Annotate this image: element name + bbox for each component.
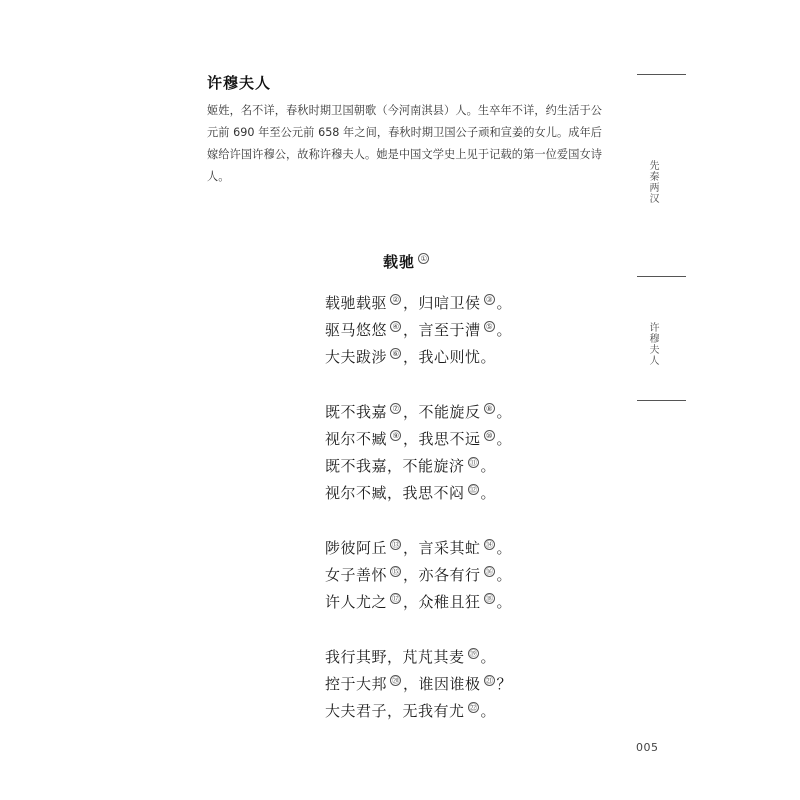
sidebar-section-label: 先秦两汉 <box>647 160 658 204</box>
poem-text: 。 <box>496 321 513 339</box>
poem-text: ，归唁卫侯 <box>403 294 481 312</box>
poem-text: 载驰载驱 <box>325 294 388 312</box>
poem-text: ，言至于漕 <box>403 321 481 339</box>
footnote-marker[interactable]: ⑤ <box>484 321 495 332</box>
footnote-marker[interactable]: ⑲ <box>469 649 477 658</box>
poem-text: 视尔不臧 <box>325 430 388 448</box>
poem-text: 大夫跋涉 <box>325 348 388 366</box>
footnote-marker[interactable]: ⑪ <box>469 458 477 467</box>
page-number: 005 <box>636 741 659 754</box>
poem-text: 我行其野，芃芃其麦 <box>325 648 465 666</box>
sidebar-rule-top <box>637 74 686 75</box>
footnote-marker[interactable]: ⑮ <box>392 567 400 576</box>
poem-text: 。 <box>496 566 513 584</box>
footnote-marker[interactable]: ⑫ <box>469 485 477 494</box>
poem-title <box>0 251 800 272</box>
footnote-marker[interactable]: ㉒ <box>469 703 477 712</box>
footnote-marker[interactable]: ⑦ <box>390 403 401 414</box>
poem-text: ，言采其虻 <box>403 539 481 557</box>
poem-text: 。 <box>480 457 497 475</box>
footnote-marker[interactable]: ⑰ <box>392 594 400 603</box>
poem-text: ，不能旋反 <box>403 403 481 421</box>
footnote-marker[interactable]: ⑳ <box>392 676 400 685</box>
poem-text: 。 <box>480 702 497 720</box>
poem-line <box>325 317 512 344</box>
poem-text: 控于大邦 <box>325 675 388 693</box>
poem-text: 视尔不臧，我思不闷 <box>325 484 465 502</box>
sidebar-rule-bottom <box>637 400 686 401</box>
poem-line <box>325 698 512 725</box>
footnote-marker[interactable]: ⑯ <box>485 567 493 576</box>
poem-text: 。 <box>496 403 513 421</box>
poem-text: 既不我嘉 <box>325 403 388 421</box>
poem-text: 既不我嘉，不能旋济 <box>325 457 465 475</box>
footnote-marker[interactable]: ③ <box>484 294 495 305</box>
poem-line <box>325 399 512 426</box>
sidebar-author-label: 许穆夫人 <box>647 322 658 366</box>
poem-line <box>325 426 512 453</box>
poem-text: 女子善怀 <box>325 566 388 584</box>
poem-line <box>325 453 512 480</box>
poem-text: 大夫君子，无我有尤 <box>325 702 465 720</box>
poem-text: 。 <box>480 484 497 502</box>
poem-text: ？ <box>496 675 513 693</box>
poem-text: ，众稚且狂 <box>403 593 481 611</box>
poem-line <box>325 562 512 589</box>
poem-text: ，我思不远 <box>403 430 481 448</box>
poem-text: 。 <box>496 593 513 611</box>
poem-line <box>325 480 512 507</box>
poem-line <box>325 535 512 562</box>
poem-title-text: 载驰 <box>382 253 415 271</box>
footnote-marker[interactable]: ⑨ <box>390 430 401 441</box>
poem-line <box>325 644 512 671</box>
stanza-gap <box>325 371 512 399</box>
poem-line <box>325 671 512 698</box>
footnote-marker[interactable]: ⑥ <box>390 348 401 359</box>
poem-line <box>325 344 512 371</box>
footnote-marker[interactable]: ⑱ <box>485 594 493 603</box>
footnote-marker[interactable]: ⑭ <box>485 540 493 549</box>
sidebar-rule-middle <box>637 276 686 277</box>
poem-text: 陟彼阿丘 <box>325 539 388 557</box>
footnote-marker[interactable]: ② <box>390 294 401 305</box>
footnote-marker[interactable]: ⑧ <box>484 403 495 414</box>
poem-text: ，我心则忧。 <box>403 348 497 366</box>
footnote-marker[interactable]: ① <box>418 253 429 264</box>
poem-text: 。 <box>496 539 513 557</box>
author-name: 许穆夫人 <box>207 74 272 92</box>
poem-text: 。 <box>496 294 513 312</box>
poem-body <box>325 290 512 725</box>
poem-text: 。 <box>496 430 513 448</box>
stanza-gap <box>325 507 512 535</box>
poem-line <box>325 589 512 616</box>
poem-line <box>325 290 512 317</box>
footnote-marker[interactable]: ㉑ <box>485 676 493 685</box>
poem-text: ，亦各有行 <box>403 566 481 584</box>
poem-text: 许人尤之 <box>325 593 388 611</box>
footnote-marker[interactable]: ④ <box>390 321 401 332</box>
poem-text: ，谁因谁极 <box>403 675 481 693</box>
poem-text: 驱马悠悠 <box>325 321 388 339</box>
stanza-gap <box>325 616 512 644</box>
footnote-marker[interactable]: ⑬ <box>392 540 400 549</box>
poem-text: 。 <box>480 648 497 666</box>
author-bio: 姬姓，名不详，春秋时期卫国朝歌（今河南淇县）人。生卒年不详，约生活于公元前 690 年至公元前 658 年之间，春秋时期卫国公子顽和宣姜的女儿。成年后嫁给许国许穆公，故称许穆夫人。她是中国文学史上见于记载的第一位爱国女诗人。 <box>207 104 602 183</box>
footnote-marker[interactable]: ⑩ <box>484 430 495 441</box>
